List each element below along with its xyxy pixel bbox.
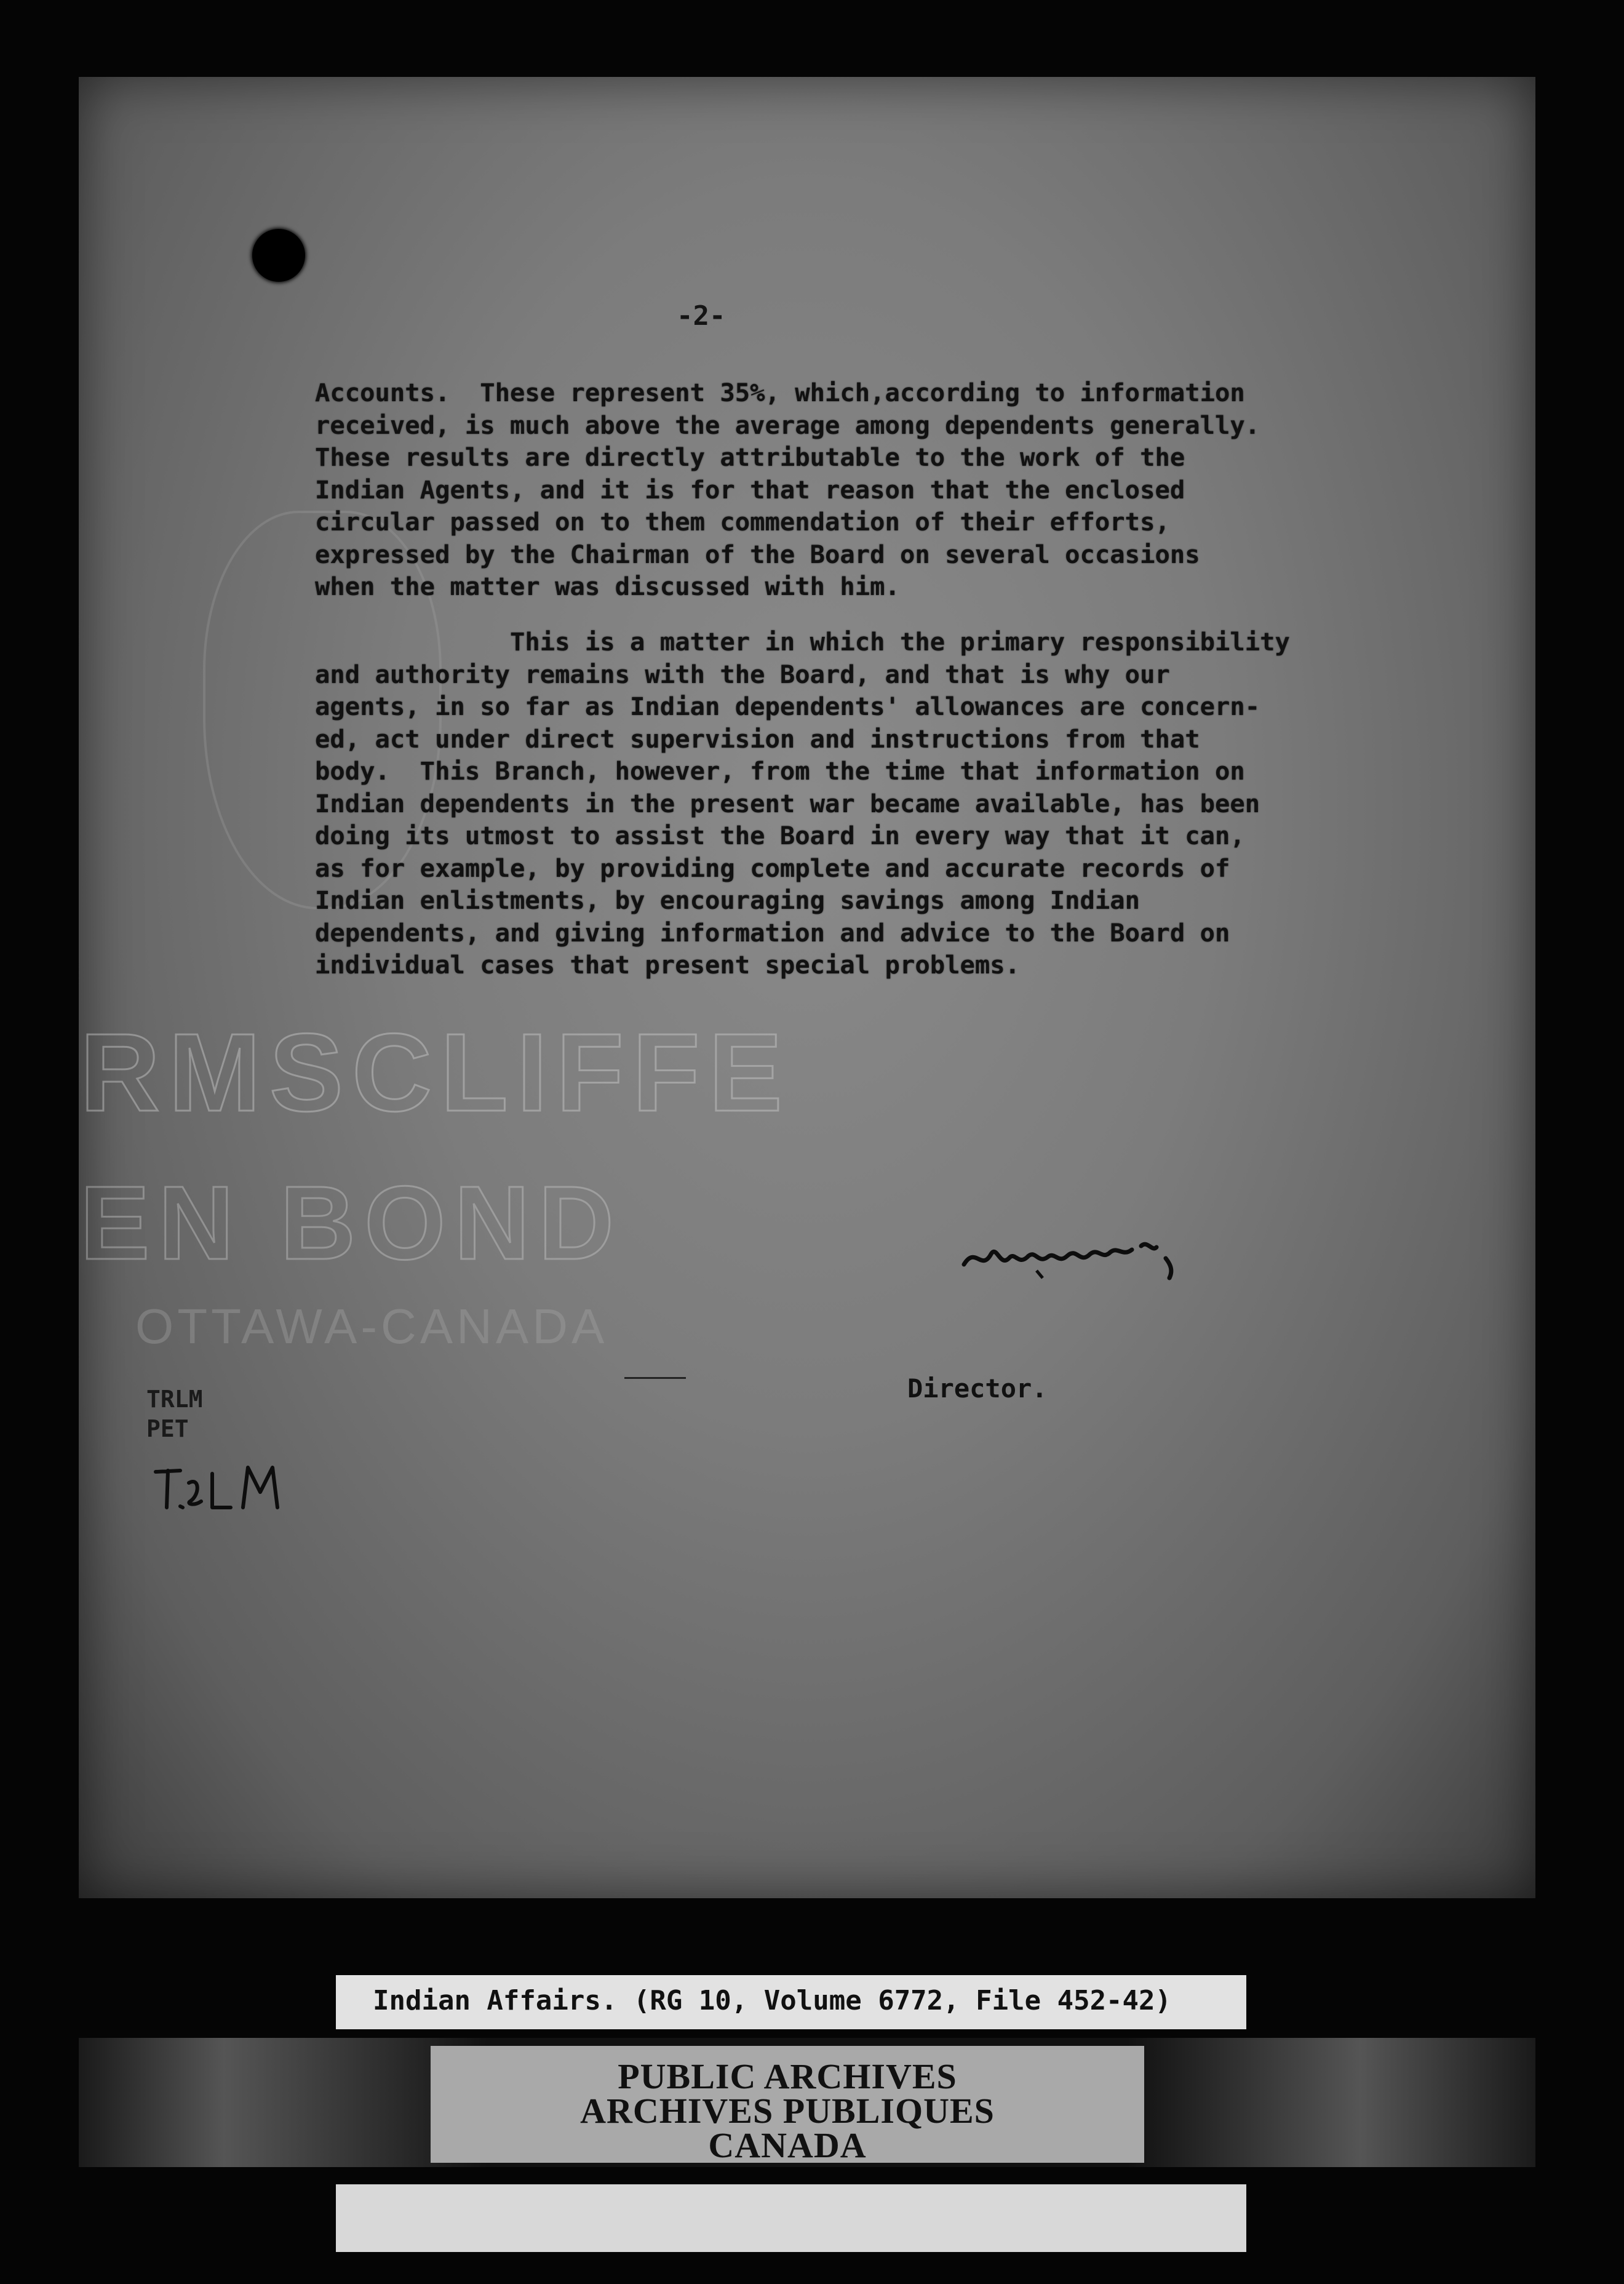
paragraph-2-line: agents, in so far as Indian dependents' allowances are concern-	[315, 692, 1260, 721]
archives-stamp-line-2: ARCHIVES PUBLIQUES	[580, 2091, 995, 2131]
archives-stamp-line-1: PUBLIC ARCHIVES	[618, 2056, 957, 2096]
signature-icon	[957, 1221, 1215, 1289]
paragraph-2-line: Indian enlistments, by encouraging savings among Indian	[315, 885, 1140, 915]
reference-label	[336, 1975, 1246, 2029]
paragraph-1-line: when the matter was discussed with him.	[315, 572, 900, 601]
paragraph-1-line: These results are directly attributable to the work of the	[315, 442, 1185, 472]
paragraph-2-line: and authority remains with the Board, and that is why our	[315, 659, 1170, 689]
paragraph-2-line: doing its utmost to assist the Board in every way that it can,	[315, 821, 1245, 850]
paragraph-2-line: dependents, and giving information and advice to the Board on	[315, 917, 1230, 948]
paragraph-1-line: Accounts. These represent 35%, which,according to information	[315, 378, 1245, 407]
paragraph-2-line: Indian dependents in the present war became available, has been	[315, 788, 1260, 818]
paragraph-1-line: received, is much above the average among dependents generally.	[315, 410, 1260, 440]
paragraph-2	[315, 626, 1471, 981]
typist-initials-1: TRLM	[146, 1386, 203, 1413]
paragraph-2-line: as for example, by providing complete and accurate records of	[315, 853, 1230, 883]
archives-stamp-line-3: CANADA	[708, 2125, 867, 2165]
document-page	[79, 77, 1535, 1898]
page-number: -2-	[677, 300, 726, 332]
handwritten-initials-icon	[151, 1458, 298, 1514]
signature-title: Director.	[907, 1373, 1048, 1404]
punch-hole	[252, 229, 305, 282]
paragraph-2-line: individual cases that present special problems.	[315, 950, 1021, 980]
paragraph-1-line: Indian Agents, and it is for that reason that the enclosed	[315, 474, 1185, 505]
paragraph-2-line: ed, act under direct supervision and instructions from that	[315, 724, 1200, 754]
divider	[624, 1377, 686, 1379]
bottom-label-strip	[336, 2184, 1246, 2252]
paragraph-2-line: body. This Branch, however, from the time that information on	[315, 756, 1245, 786]
watermark-line-2: EN BOND	[80, 1165, 623, 1282]
watermark-line-3: OTTAWA-CANADA	[135, 1299, 608, 1354]
archives-stamp	[431, 2046, 1144, 2163]
paragraph-1-line: expressed by the Chairman of the Board on several occasions	[315, 539, 1200, 569]
reference-text: Indian Affairs. (RG 10, Volume 6772, File 452-42)	[373, 1985, 1172, 2016]
paragraph-2-line: This is a matter in which the primary responsibility	[315, 627, 1290, 657]
typist-initials-2: PET	[146, 1415, 189, 1442]
paragraph-1	[315, 377, 1471, 603]
paragraph-1-line: circular passed on to them commendation of their efforts,	[315, 507, 1170, 537]
watermark-line-1: RMSCLIFFE	[80, 1011, 791, 1135]
